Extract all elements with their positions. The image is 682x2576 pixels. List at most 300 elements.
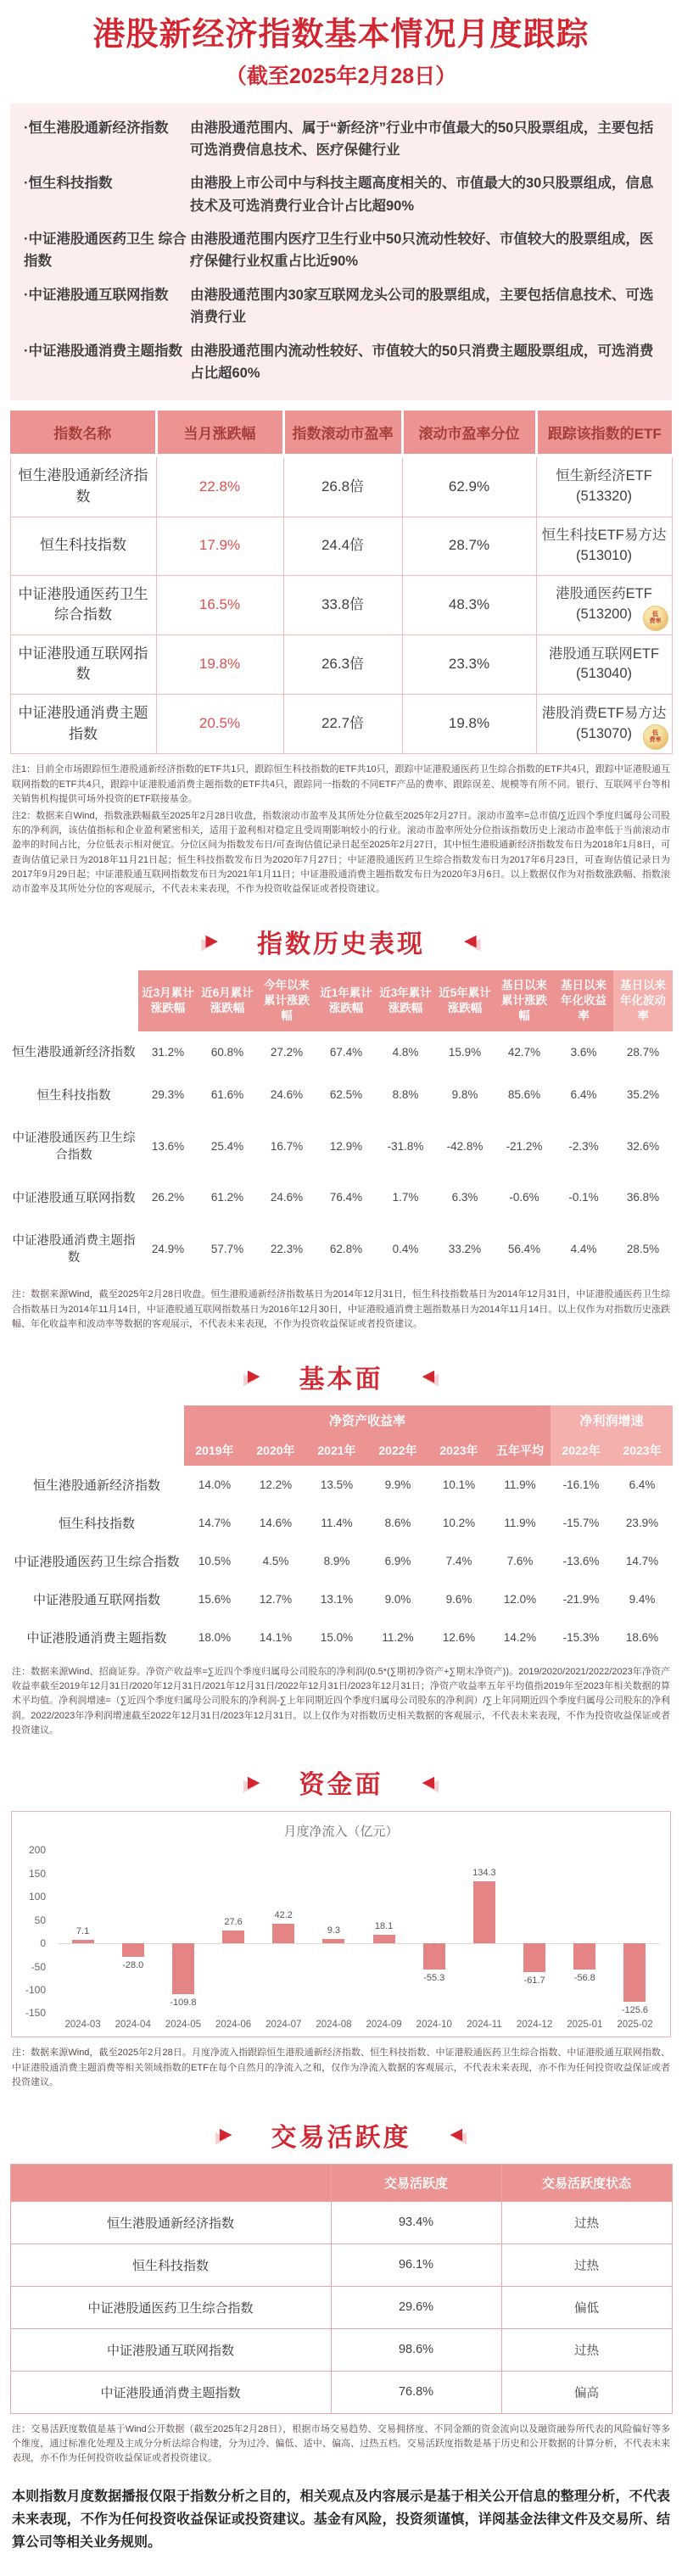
empty-header-cell (9, 1435, 184, 1466)
year-header: 2022年 (367, 1435, 428, 1466)
value-cell: 13.1% (306, 1580, 367, 1618)
activity-table-header (10, 2164, 672, 2201)
value-cell: 12.9% (316, 1117, 376, 1177)
bar-value-label: -28.0 (122, 1959, 144, 1970)
value-cell: 6.3% (435, 1177, 495, 1220)
percentile-cell: 48.3% (402, 575, 536, 634)
value-cell: -0.6% (495, 1177, 554, 1220)
x-axis-tick-label: 2024-12 (517, 2020, 553, 2031)
etf-name: 恒生新经济ETF (556, 468, 652, 484)
year-header-row (9, 1435, 673, 1466)
section-fundamentals-heading (0, 1358, 682, 1395)
bar-value-label: -125.6 (621, 2005, 648, 2016)
value-cell: 8.6% (367, 1504, 428, 1542)
etf-name: 港股通医药ETF (556, 586, 652, 602)
x-axis-tick-label: 2024-09 (366, 2020, 402, 2031)
header-row (10, 411, 672, 455)
table-row (10, 2244, 672, 2286)
low-fee-badge-icon (643, 724, 668, 750)
activity-value-cell: 96.1% (331, 2244, 501, 2286)
bar-value-label: 134.3 (472, 1867, 496, 1878)
y-axis-tick-label: -50 (31, 1960, 46, 1973)
index-name-cell: 中证港股通互联网指数 (10, 2328, 331, 2371)
value-cell: 10.1% (428, 1466, 489, 1504)
overview-table-header (10, 411, 672, 455)
net-inflow-bar (72, 1940, 94, 1943)
index-name-cell: 中证港股通医药卫生综合指数 (9, 1117, 138, 1177)
etf-name: 港股通互联网ETF (548, 645, 660, 662)
index-name-cell: 中证港股通医药卫生综合指数 (10, 2286, 331, 2328)
value-cell: 25.4% (198, 1117, 257, 1177)
value-cell: 16.7% (257, 1117, 316, 1177)
index-name-cell: 恒生科技指数 (10, 517, 156, 575)
column-header: 基日以来年化波动率 (613, 970, 673, 1032)
table-row (9, 1031, 673, 1074)
year-header: 2021年 (306, 1435, 367, 1466)
header-row (9, 970, 673, 1032)
value-cell: -15.3% (551, 1618, 612, 1657)
description-row (24, 172, 658, 217)
table-row (9, 1466, 673, 1504)
value-cell: 26.2% (138, 1177, 198, 1220)
activity-table-body (10, 2201, 672, 2413)
value-cell: 0.4% (376, 1220, 435, 1280)
table-row (10, 517, 672, 575)
index-name-label: ·中证港股通消费主题指数 (24, 343, 182, 359)
etf-code: (513010) (575, 547, 633, 563)
year-header: 2023年 (428, 1435, 489, 1466)
table-row (10, 2328, 672, 2371)
index-name-label: ·中证港股通医药卫生 综合指数 (24, 232, 187, 270)
value-cell: 12.2% (245, 1466, 306, 1504)
overview-notes (0, 763, 682, 897)
etf-cell (536, 455, 672, 517)
net-inflow-bar (573, 1943, 595, 1970)
column-header: 跟踪该指数的ETF (536, 411, 672, 455)
value-cell: 28.5% (613, 1220, 673, 1280)
activity-status-cell: 过热 (501, 2328, 672, 2371)
section-activity-heading (0, 2116, 682, 2154)
section-title: 资金面 (299, 1771, 383, 1800)
value-cell: 42.7% (495, 1031, 554, 1074)
empty-header-cell (9, 1405, 184, 1435)
value-cell: 36.8% (613, 1177, 673, 1220)
bar-value-label: -61.7 (523, 1975, 545, 1986)
column-header: 滚动市盈率分位 (402, 411, 536, 455)
value-cell: 6.9% (367, 1542, 428, 1580)
y-axis-tick-label: 100 (28, 1891, 46, 1903)
table-row (9, 1220, 673, 1280)
left-triangle-icon: ◀ (450, 2126, 463, 2144)
report-page (0, 15, 682, 2554)
value-cell: 23.9% (612, 1504, 673, 1542)
badge-text-line: 低 (652, 730, 658, 737)
etf-cell (536, 517, 672, 575)
overview-table (10, 411, 673, 754)
value-cell: 10.2% (428, 1504, 489, 1542)
index-description-panel (10, 103, 672, 401)
y-axis (12, 1844, 49, 2020)
value-cell: -13.6% (551, 1542, 612, 1580)
index-name-cell: 中证港股通互联网指数 (10, 634, 156, 694)
description-row (24, 284, 658, 329)
activity-note: 注：交易活跃度数值是基于Wind公开数据（截至2025年2月28日），根据市场交易趋势、交易拥挤度、不同金额的资金流向以及融资融券所代表的风险偏好等多个维度，通过标准化处理及主成分分析法综合构建，分为过冷、偏低、适中、偏高、过热五档。交易活跃度指数是基于历史和公开数据的计算分析，不代表未来表现，亦不作为任何投资收益保证或者投资建议。 (12, 2423, 670, 2464)
badge-text-line: 低 (652, 611, 658, 617)
roe-group-header: 净资产收益率 (184, 1405, 551, 1435)
value-cell: 14.0% (184, 1466, 245, 1504)
net-inflow-bar (373, 1935, 395, 1943)
value-cell: 14.1% (245, 1618, 306, 1657)
chart-plot-area (12, 1844, 670, 2020)
value-cell: 61.2% (198, 1177, 257, 1220)
value-cell: 18.6% (612, 1618, 673, 1657)
index-name-cell: 中证港股通消费主题指数 (10, 2371, 331, 2413)
x-axis-tick-label: 2024-06 (215, 2020, 252, 2031)
x-axis (58, 2020, 660, 2030)
value-cell: 24.6% (257, 1075, 316, 1117)
column-header: 基日以来年化收益率 (554, 970, 613, 1032)
column-header: 近3月累计涨跌幅 (138, 970, 198, 1032)
monthly-change-cell: 16.5% (156, 575, 283, 634)
etf-code: (513070) (575, 725, 633, 741)
history-note: 注：数据来源Wind，截至2025年2月28日收盘。恒生港股通新经济指数基日为2014年12月31日，恒生科技指数基日为2014年12月31日，中证港股通医药卫生综合指数基日为2014年11月14日，中证港股通互联网指数基日为2016年12月30日，中证港股通消费主题指数基日为2014年11月14日。以上仅作为对指数历史涨跌幅、年化收益率和波动率等数据的客观展示，不代表未来表现，不作为投资收益保证或者投资建议。 (12, 1289, 670, 1330)
section-title: 交易活跃度 (271, 2123, 411, 2152)
profit-group-header: 净利润增速 (551, 1405, 673, 1435)
index-description-text: 由港股通范围内医疗卫生行业中50只流动性较好、市值较大的股票组成，医疗保健行业权重占比近90% (190, 232, 654, 270)
value-cell: 10.5% (184, 1542, 245, 1580)
table-row (9, 1177, 673, 1220)
bar-value-label: 27.6 (224, 1917, 243, 1928)
table-row (9, 1117, 673, 1177)
year-header: 五年平均 (489, 1435, 551, 1466)
value-cell: 11.9% (489, 1504, 551, 1542)
table-row (10, 575, 672, 634)
value-cell: 1.7% (376, 1177, 435, 1220)
badge-text-line: 费率 (649, 617, 662, 624)
monthly-change-cell: 22.8% (156, 455, 283, 517)
index-name-cell: 中证港股通消费主题指数 (9, 1618, 184, 1657)
value-cell: 7.4% (428, 1542, 489, 1580)
value-cell: 18.0% (184, 1618, 245, 1657)
net-inflow-bar (172, 1943, 194, 1994)
index-name-cell: 恒生科技指数 (10, 2244, 331, 2286)
table-row (10, 2371, 672, 2413)
value-cell: 11.4% (306, 1504, 367, 1542)
value-cell: 3.6% (554, 1031, 613, 1074)
value-cell: 12.0% (489, 1580, 551, 1618)
index-name-cell: 恒生港股通新经济指数 (10, 2201, 331, 2244)
chart-title: 月度净流入（亿元） (283, 1824, 399, 1840)
group-header-row (9, 1405, 673, 1435)
year-header: 2022年 (551, 1435, 612, 1466)
value-cell: 62.8% (316, 1220, 376, 1280)
value-cell: 7.6% (489, 1542, 551, 1580)
x-axis-tick-label: 2024-03 (64, 2020, 101, 2031)
value-cell: 61.6% (198, 1075, 257, 1117)
index-name-label: ·中证港股通互联网指数 (24, 287, 169, 303)
pe-cell: 26.8倍 (283, 455, 402, 517)
column-header: 今年以来累计涨跌幅 (257, 970, 316, 1032)
value-cell: 57.7% (198, 1220, 257, 1280)
percentile-cell: 28.7% (402, 517, 536, 575)
bar-value-label: -56.8 (573, 1973, 595, 1984)
activity-status-cell: 过热 (501, 2201, 672, 2244)
description-row (24, 228, 658, 273)
page-title: 港股新经济指数基本情况月度跟踪 (92, 17, 590, 53)
value-cell: -42.8% (435, 1117, 495, 1177)
index-name-cell: 恒生港股通新经济指数 (10, 455, 156, 517)
value-cell: 4.8% (376, 1031, 435, 1074)
column-header: 当月涨跌幅 (156, 411, 283, 455)
bar-value-label: 9.3 (327, 1925, 341, 1936)
year-header: 2019年 (184, 1435, 245, 1466)
activity-status-cell: 偏高 (501, 2371, 672, 2413)
x-axis-tick-label: 2024-07 (266, 2020, 302, 2031)
table-row (9, 1618, 673, 1657)
pe-cell: 33.8倍 (283, 575, 402, 634)
value-cell: 29.3% (138, 1075, 198, 1117)
pe-cell: 22.7倍 (283, 695, 402, 754)
value-cell: 76.4% (316, 1177, 376, 1220)
etf-cell (536, 575, 672, 634)
monthly-change-cell: 20.5% (156, 695, 283, 754)
x-axis-tick-label: 2024-11 (467, 2020, 502, 2031)
left-triangle-icon: ◀ (464, 932, 477, 951)
history-table (9, 970, 673, 1280)
fundamentals-table-body (9, 1466, 673, 1657)
value-cell: 12.6% (428, 1618, 489, 1657)
value-cell: 13.5% (306, 1466, 367, 1504)
value-cell: 14.2% (489, 1618, 551, 1657)
page-subtitle: （截至2025年2月28日） (225, 64, 457, 88)
value-cell: 14.7% (612, 1542, 673, 1580)
activity-status-cell: 过热 (501, 2244, 672, 2286)
note-text: 注1：目前全市场跟踪恒生港股通新经济指数的ETF共1只，跟踪恒生科技指数的ETF共10只，跟踪中证港股通医药卫生综合指数的ETF共4只，跟踪中证港股通互联网指数的ETF共4只，跟踪中证港股通消费主题指数的ETF共4只，跟踪同一指数的不同ETF产品的费率、跟踪误差、规模等有所不同。银行、互联网平台等相关销售机构提供可场外投资的ETF联接基金。 (12, 764, 670, 805)
value-cell: 56.4% (495, 1220, 554, 1280)
value-cell: 27.2% (257, 1031, 316, 1074)
left-triangle-icon: ◀ (422, 1367, 435, 1386)
etf-code: (513200) (575, 606, 633, 623)
section-flows-heading (0, 1763, 682, 1801)
low-fee-badge-icon (643, 606, 668, 631)
column-header: 指数名称 (10, 411, 156, 455)
index-description-text: 由港股通范围内、属于“新经济”行业中市值最大的50只股票组成，主要包括可选消费信息技术、医疗保健行业 (190, 120, 654, 158)
table-row (10, 634, 672, 694)
right-triangle-icon: ▶ (247, 1773, 260, 1791)
activity-table (10, 2164, 673, 2414)
y-axis-tick-label: 50 (34, 1914, 46, 1926)
value-cell: -21.9% (551, 1580, 612, 1618)
description-row (24, 117, 658, 162)
right-triangle-icon: ▶ (247, 1367, 260, 1386)
percentile-cell: 19.8% (402, 695, 536, 754)
section-title: 基本面 (299, 1365, 383, 1394)
monthly-change-cell: 19.8% (156, 634, 283, 694)
value-cell: -0.1% (554, 1177, 613, 1220)
header-row (10, 2164, 672, 2201)
column-header: 指数滚动市盈率 (283, 411, 402, 455)
value-cell: 33.2% (435, 1220, 495, 1280)
empty-header-cell (9, 970, 138, 1032)
index-name-cell: 中证港股通医药卫生综合指数 (9, 1542, 184, 1580)
x-axis-tick-label: 2024-10 (416, 2020, 452, 2031)
y-axis-tick-label: 200 (28, 1844, 46, 1857)
value-cell: -2.3% (554, 1117, 613, 1177)
net-inflow-bar (222, 1931, 244, 1943)
value-cell: 12.7% (245, 1580, 306, 1618)
value-cell: 28.7% (613, 1031, 673, 1074)
value-cell: 24.9% (138, 1220, 198, 1280)
column-header: 近6月累计涨跌幅 (198, 970, 257, 1032)
pe-cell: 26.3倍 (283, 634, 402, 694)
x-axis-tick-label: 2024-05 (165, 2020, 202, 2031)
section-title: 指数历史表现 (257, 930, 425, 958)
value-cell: 13.6% (138, 1117, 198, 1177)
right-triangle-icon: ▶ (205, 932, 218, 951)
bar-value-label: 7.1 (75, 1926, 90, 1937)
value-cell: 11.2% (367, 1618, 428, 1657)
fundamentals-note: 注：数据来源Wind、招商证券。净资产收益率=∑近四个季度归属母公司股东的净利润/(0.5*(∑期初净资产+∑期末净资产))。2019/2020/2021/2022/2023年净资产收益率截至2019年12月31日/2020年12月31日/2021年12月31日/2022年12月31日/2023年12月31日；净资产收益率五年平均值指2019年至2023年相关数据的算术平均值。净利润增速=（∑近四个季度归属母公司股东的净利润-∑上年同期近四个季度归属母公司股东的净利润）/∑上年同期近四个季度归属母公司股东的净利润。2022/2023年净利润增速截至2022年12月31日/2023年12月31日。以上仅作为对指数历史相关数据的客观展示，不代表未来表现，不作为投资收益保证或者投资建议。 (12, 1666, 670, 1736)
value-cell: 85.6% (495, 1075, 554, 1117)
value-cell: 4.5% (245, 1542, 306, 1580)
index-name-label: ·恒生港股通新经济指数 (24, 120, 169, 136)
index-name-cell: 中证港股通互联网指数 (9, 1580, 184, 1618)
activity-value-cell: 98.6% (331, 2328, 501, 2371)
etf-cell (536, 634, 672, 694)
y-axis-tick-label: 0 (40, 1937, 46, 1950)
etf-code: (513320) (575, 489, 633, 505)
bar-value-label: -109.8 (170, 1998, 197, 2009)
note-text: 注2：数据来自Wind，指数涨跌幅截至2025年2月28日收盘，指数滚动市盈率及其所处分位截至2025年2月27日。滚动市盈率=总市值/∑近四个季度归属母公司股东的净利润，该估值指标和企业盈利紧密相关，适用于盈利相对稳定且受周期影响较小的行业。滚动市盈率所处分位指该指数历史上滚动市盈率低于当前滚动市盈率的时间占比，分位低表示相对便宜。分位区间为指数发布日/可查询估值记录日起至2025年2月27日，其中恒生港股通新经济指数发布日为2018年1月8日，可查询估值记录日为2018年11月21日起；恒生科技指数发布日为2020年7月27日；中证港股通医药卫生综合指数发布日为2017年6月23日，可查询估值记录日为2017年9月29日起；中证港股通互联网指数发布日为2021年1月11日；中证港股通消费主题指数发布日为2020年3月6日。以上数据仅作为对指数涨跌幅、指数滚动市盈率及其所处分位的客观展示，不代表未来表现，不作为投资收益保证或者投资建议。 (12, 810, 670, 895)
net-inflow-bar (423, 1943, 445, 1969)
year-header: 2020年 (245, 1435, 306, 1466)
index-name-cell: 中证港股通医药卫生综合指数 (10, 575, 156, 634)
etf-name: 港股消费ETF易方达 (541, 705, 667, 721)
value-cell: 9.9% (367, 1466, 428, 1504)
value-cell: 8.8% (376, 1075, 435, 1117)
index-name-cell: 中证港股通消费主题指数 (9, 1220, 138, 1280)
value-cell: 22.3% (257, 1220, 316, 1280)
value-cell: 4.4% (554, 1220, 613, 1280)
history-table-body (9, 1031, 673, 1279)
value-cell: 24.6% (257, 1177, 316, 1220)
monthly-change-cell: 17.9% (156, 517, 283, 575)
bar-plot (58, 1850, 660, 2016)
section-history-heading (0, 923, 682, 960)
table-row (9, 1504, 673, 1542)
bar-value-label: 18.1 (374, 1921, 394, 1932)
value-cell: 60.8% (198, 1031, 257, 1074)
value-cell: 15.9% (435, 1031, 495, 1074)
table-row (9, 1075, 673, 1117)
value-cell: 31.2% (138, 1031, 198, 1074)
value-cell: 8.9% (306, 1542, 367, 1580)
table-row (9, 1542, 673, 1580)
column-header: 交易活跃度 (331, 2164, 501, 2201)
y-axis-tick-label: -100 (25, 1984, 46, 1997)
activity-status-cell: 偏低 (501, 2286, 672, 2328)
value-cell: 35.2% (613, 1075, 673, 1117)
value-cell: 9.8% (435, 1075, 495, 1117)
value-cell: 9.4% (612, 1580, 673, 1618)
net-inflow-bar (623, 1943, 646, 2002)
index-description-text: 由港股上市公司中与科技主题高度相关的、市值最大的30只股票组成，信息技术及可选消费行业合计占比超90% (190, 176, 654, 214)
percentile-cell: 23.3% (402, 634, 536, 694)
fundamentals-table (9, 1405, 673, 1657)
activity-value-cell: 93.4% (331, 2201, 501, 2244)
table-row (10, 695, 672, 754)
x-axis-tick-label: 2024-04 (115, 2020, 151, 2031)
value-cell: 32.6% (613, 1117, 673, 1177)
index-name-cell: 恒生港股通新经济指数 (9, 1031, 138, 1074)
value-cell: -21.2% (495, 1117, 554, 1177)
table-row (10, 2201, 672, 2244)
value-cell: -15.7% (551, 1504, 612, 1542)
value-cell: 62.5% (316, 1075, 376, 1117)
activity-value-cell: 29.6% (331, 2286, 501, 2328)
value-cell: 15.0% (306, 1618, 367, 1657)
y-axis-tick-label: -150 (25, 2007, 46, 2020)
column-header: 基日以来累计涨跌幅 (495, 970, 554, 1032)
index-name-label: ·恒生科技指数 (24, 176, 113, 192)
net-inflow-bar (272, 1924, 294, 1943)
flows-note: 注：数据来源Wind，截至2025年2月28日。月度净流入指跟踪恒生港股通新经济指数、恒生科技指数、中证港股通医药卫生综合指数、中证港股通互联网指数、中证港股通消费主题消费等相关领域指数的ETF在每个自然月的净流入之和，仅作为净流入数据的客观展示，不代表未来表现，亦不作为任何投资收益保证或者投资建议。 (12, 2048, 670, 2088)
net-inflow-bar (523, 1943, 545, 1972)
etf-code: (513040) (575, 666, 633, 682)
value-cell: -16.1% (551, 1466, 612, 1504)
net-inflow-bar (473, 1881, 495, 1944)
activity-value-cell: 76.8% (331, 2371, 501, 2413)
badge-text-line: 费率 (649, 737, 662, 744)
empty-header-cell (10, 2164, 331, 2201)
x-axis-tick-label: 2025-02 (617, 2020, 653, 2031)
bar-value-label: -55.3 (423, 1972, 445, 1983)
index-name-cell: 恒生科技指数 (9, 1504, 184, 1542)
value-cell: 6.4% (612, 1466, 673, 1504)
description-row (24, 340, 658, 385)
disclaimer-text: 本则指数月度数据播报仅限于指数分析之目的，相关观点及内容展示是基于相关公开信息的整理分析，不代表未来表现，不作为任何投资收益保证或投资建议。基金有风险，投资须谨慎，详阅基金法律文件及交易所、结算公司等相关业务规则。 (12, 2489, 670, 2551)
column-header: 近3年累计涨跌幅 (376, 970, 435, 1032)
overview-table-body (10, 455, 672, 753)
x-axis-tick-label: 2025-01 (567, 2020, 603, 2031)
percentile-cell: 62.9% (402, 455, 536, 517)
index-name-cell: 中证港股通互联网指数 (9, 1177, 138, 1220)
net-inflow-bar (322, 1939, 344, 1943)
net-inflow-bar (122, 1943, 144, 1956)
x-axis-tick-label: 2024-08 (316, 2020, 352, 2031)
fundamentals-table-header (9, 1405, 673, 1466)
right-triangle-icon: ▶ (219, 2126, 232, 2144)
etf-name: 恒生科技ETF易方达 (541, 527, 667, 543)
value-cell: 14.6% (245, 1504, 306, 1542)
index-name-cell: 恒生港股通新经济指数 (9, 1466, 184, 1504)
history-table-header (9, 970, 673, 1032)
year-header: 2023年 (612, 1435, 673, 1466)
flows-chart (11, 1811, 671, 2037)
left-triangle-icon: ◀ (422, 1773, 435, 1791)
pe-cell: 24.4倍 (283, 517, 402, 575)
value-cell: 9.6% (428, 1580, 489, 1618)
index-name-cell: 中证港股通消费主题指数 (10, 695, 156, 754)
etf-cell (536, 695, 672, 754)
column-header: 近5年累计涨跌幅 (435, 970, 495, 1032)
y-axis-tick-label: 150 (28, 1867, 46, 1880)
value-cell: 6.4% (554, 1075, 613, 1117)
index-name-cell: 恒生科技指数 (9, 1075, 138, 1117)
bar-value-label: 42.2 (274, 1910, 293, 1921)
value-cell: 15.6% (184, 1580, 245, 1618)
table-row (9, 1580, 673, 1618)
